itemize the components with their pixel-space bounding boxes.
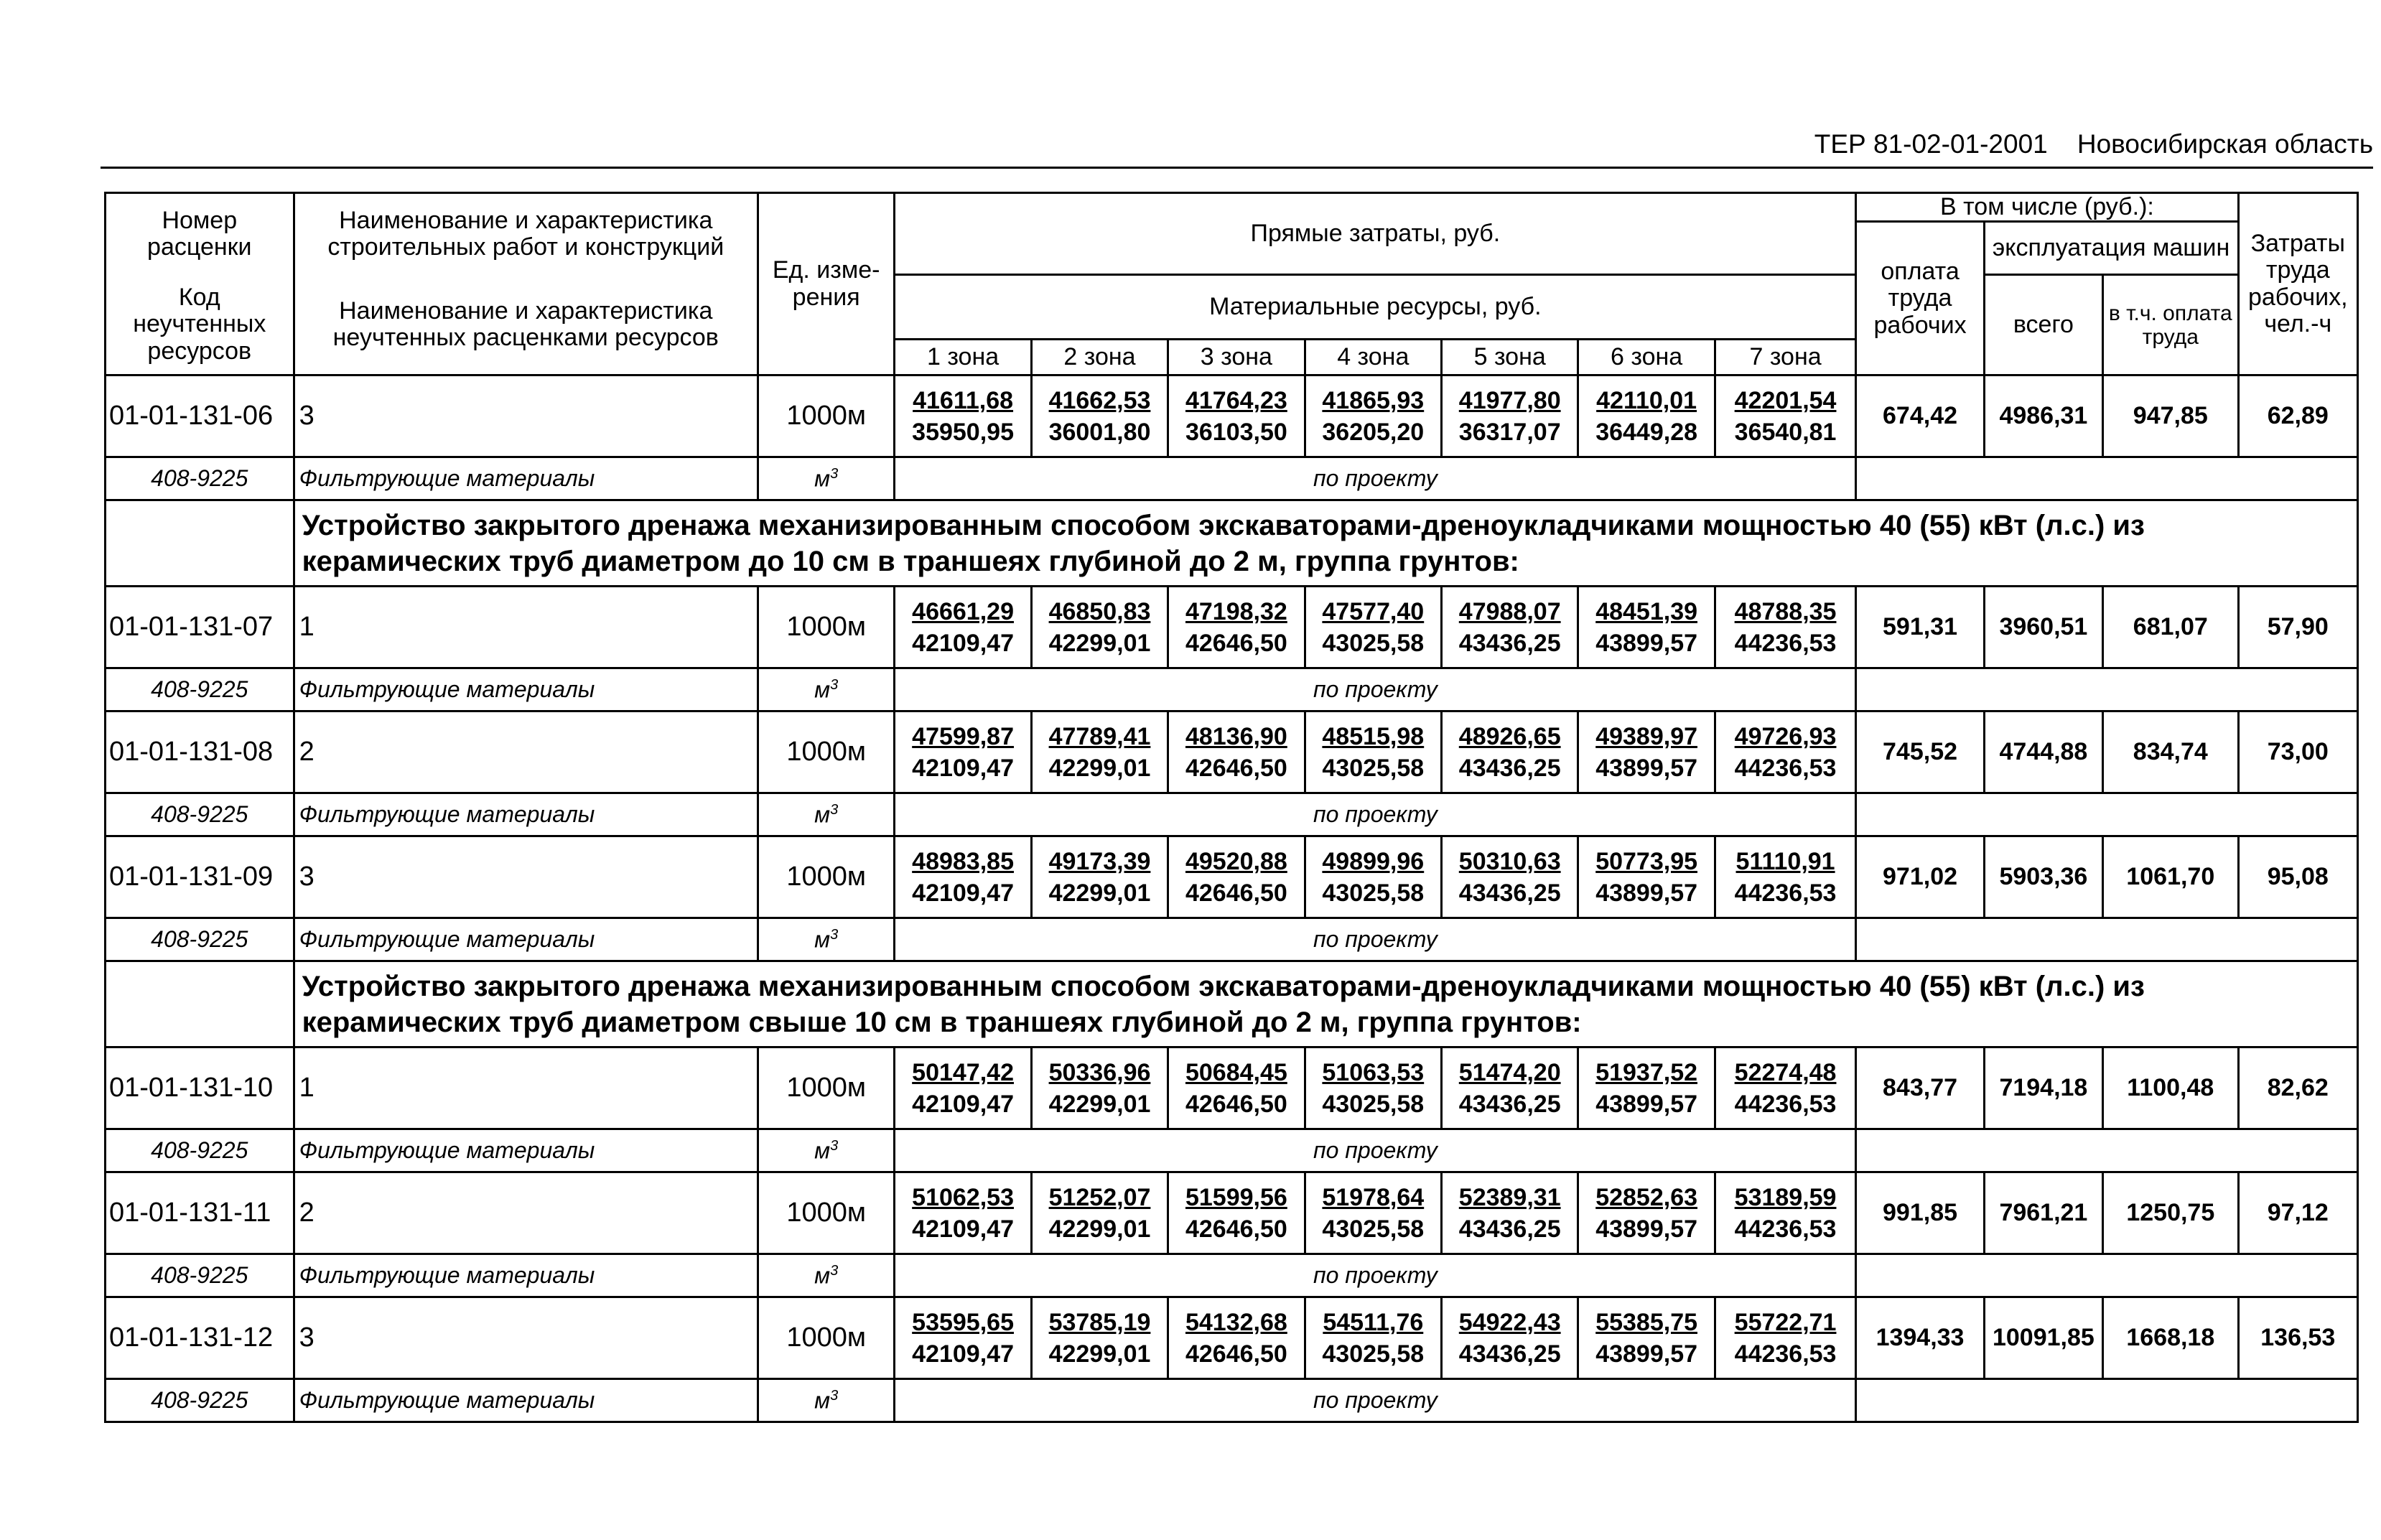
- direct-cost: 52852,63: [1595, 1183, 1698, 1211]
- machines-total: 4986,31: [1984, 375, 2102, 457]
- labor-cost: 991,85: [1856, 1172, 1984, 1254]
- resource-row: [106, 668, 2358, 711]
- resource-row: [106, 793, 2358, 836]
- machines-labor: 1061,70: [2103, 836, 2238, 918]
- zone-price-cell: [1031, 1172, 1168, 1254]
- zone-price-cell: [1305, 375, 1441, 457]
- zone-header: 6 зона: [1578, 340, 1715, 375]
- table-row: [106, 1297, 2358, 1379]
- zone-price-cell: [1442, 711, 1578, 793]
- table-row: [106, 1047, 2358, 1129]
- measure-unit: 1000м: [758, 1297, 894, 1379]
- zone-price-cell: [1305, 836, 1441, 918]
- labor-cost: 971,02: [1856, 836, 1984, 918]
- material-cost: 43436,25: [1458, 754, 1561, 782]
- direct-cost: 55385,75: [1595, 1308, 1698, 1336]
- direct-cost: 50310,63: [1458, 847, 1561, 875]
- zone-price-cell: [1578, 587, 1715, 668]
- direct-cost: 52274,48: [1734, 1058, 1837, 1086]
- price-table: [104, 192, 2359, 1423]
- material-cost: 42646,50: [1185, 629, 1287, 657]
- header-work-name: Наименование и характеристика строительных работ и конструкций: [294, 193, 758, 275]
- resource-note: по проекту: [895, 1254, 1856, 1297]
- section-blank-cell: [106, 961, 294, 1047]
- zone-price-cell: [1442, 1047, 1578, 1129]
- page-header: [101, 129, 2373, 171]
- direct-cost: 46661,29: [912, 597, 1014, 625]
- direct-cost: 42110,01: [1596, 386, 1697, 414]
- zone-price-cell: [1715, 1047, 1856, 1129]
- resource-unit: [758, 457, 894, 500]
- resource-row: [106, 1254, 2358, 1297]
- header-direct-costs: Прямые затраты, руб.: [895, 193, 1856, 275]
- material-cost: 42109,47: [912, 1090, 1014, 1118]
- resource-name: Фильтрующие материалы: [294, 1129, 758, 1172]
- resource-row: [106, 457, 2358, 500]
- direct-cost: 54511,76: [1323, 1308, 1424, 1336]
- zone-price-cell: [1578, 1172, 1715, 1254]
- table-row: [106, 1172, 2358, 1254]
- rate-code: 01-01-131-12: [106, 1297, 294, 1379]
- material-cost: 36001,80: [1048, 418, 1151, 446]
- material-cost: 43025,58: [1322, 879, 1425, 907]
- material-cost: 42646,50: [1185, 754, 1287, 782]
- labor-hours: 97,12: [2238, 1172, 2357, 1254]
- direct-cost: 47988,07: [1458, 597, 1561, 625]
- material-cost: 43025,58: [1322, 1215, 1425, 1243]
- zone-price-cell: [895, 836, 1031, 918]
- labor-hours: 62,89: [2238, 375, 2357, 457]
- zone-price-cell: [1715, 587, 1856, 668]
- zone-price-cell: [1168, 375, 1305, 457]
- measure-unit: 1000м: [758, 587, 894, 668]
- zone-price-cell: [1715, 1172, 1856, 1254]
- material-cost: 43899,57: [1595, 1215, 1698, 1243]
- resource-code: 408-9225: [106, 793, 294, 836]
- zone-price-cell: [1442, 375, 1578, 457]
- soil-group: 3: [294, 836, 758, 918]
- zone-price-cell: [1305, 587, 1441, 668]
- soil-group: 3: [294, 1297, 758, 1379]
- resource-unit: [758, 1379, 894, 1422]
- soil-group: 1: [294, 1047, 758, 1129]
- labor-hours: 95,08: [2238, 836, 2357, 918]
- zone-price-cell: [1578, 1047, 1715, 1129]
- labor-cost: 745,52: [1856, 711, 1984, 793]
- material-cost: 43025,58: [1322, 754, 1425, 782]
- doc-code: ТЕР 81-02-01-2001: [1814, 129, 2048, 159]
- header-labor-cost: оплата труда рабочих: [1856, 222, 1984, 375]
- zone-price-cell: [1031, 711, 1168, 793]
- direct-cost: 41764,23: [1185, 386, 1287, 414]
- measure-unit: 1000м: [758, 711, 894, 793]
- resource-unit-exp: 3: [830, 465, 839, 482]
- region-name: Новосибирская область: [2077, 129, 2373, 159]
- zone-price-cell: [1715, 1297, 1856, 1379]
- material-cost: 36317,07: [1458, 418, 1561, 446]
- measure-unit: 1000м: [758, 836, 894, 918]
- header-including: В том числе (руб.):: [1856, 193, 2238, 222]
- resource-note: по проекту: [895, 1379, 1856, 1422]
- resource-name: Фильтрующие материалы: [294, 668, 758, 711]
- material-cost: 42109,47: [912, 879, 1014, 907]
- zone-price-cell: [1031, 587, 1168, 668]
- direct-cost: 51474,20: [1458, 1058, 1561, 1086]
- direct-cost: 49173,39: [1048, 847, 1151, 875]
- direct-cost: 47198,32: [1185, 597, 1287, 625]
- resource-row: [106, 918, 2358, 961]
- direct-cost: 51110,91: [1735, 847, 1835, 875]
- material-cost: 42109,47: [912, 1215, 1014, 1243]
- resource-unit: [758, 918, 894, 961]
- zone-price-cell: [895, 587, 1031, 668]
- resource-name: Фильтрующие материалы: [294, 918, 758, 961]
- direct-cost: 54132,68: [1185, 1308, 1287, 1336]
- resource-row: [106, 1379, 2358, 1422]
- zone-price-cell: [1715, 836, 1856, 918]
- resource-note: по проекту: [895, 457, 1856, 500]
- resource-note: по проекту: [895, 668, 1856, 711]
- direct-cost: 41662,53: [1048, 386, 1151, 414]
- rate-code: 01-01-131-10: [106, 1047, 294, 1129]
- zone-price-cell: [1031, 1047, 1168, 1129]
- labor-hours: 82,62: [2238, 1047, 2357, 1129]
- material-cost: 44236,53: [1734, 879, 1837, 907]
- direct-cost: 48788,35: [1734, 597, 1837, 625]
- zone-price-cell: [1168, 836, 1305, 918]
- measure-unit: 1000м: [758, 375, 894, 457]
- table-row: [106, 587, 2358, 668]
- labor-hours: 73,00: [2238, 711, 2357, 793]
- resource-unit: [758, 668, 894, 711]
- direct-cost: 41611,68: [913, 386, 1014, 414]
- labor-cost: 1394,33: [1856, 1297, 1984, 1379]
- zone-price-cell: [1168, 1297, 1305, 1379]
- header-machines-labor: в т.ч. оплата труда: [2103, 275, 2238, 375]
- resource-unit-base: м: [814, 1262, 831, 1289]
- direct-cost: 47789,41: [1048, 722, 1151, 750]
- zone-price-cell: [1031, 836, 1168, 918]
- direct-cost: 52389,31: [1458, 1183, 1561, 1211]
- material-cost: 42299,01: [1048, 1090, 1151, 1118]
- material-cost: 36449,28: [1595, 418, 1698, 446]
- material-cost: 36103,50: [1185, 418, 1287, 446]
- resource-blank-cell: [1856, 793, 2358, 836]
- resource-code: 408-9225: [106, 457, 294, 500]
- material-cost: 36540,81: [1734, 418, 1837, 446]
- machines-labor: 1100,48: [2103, 1047, 2238, 1129]
- resource-blank-cell: [1856, 1129, 2358, 1172]
- zone-price-cell: [1305, 1172, 1441, 1254]
- section-blank-cell: [106, 500, 294, 587]
- direct-cost: 42201,54: [1734, 386, 1837, 414]
- header-rule: [101, 167, 2373, 169]
- direct-cost: 54922,43: [1458, 1308, 1561, 1336]
- header-labor-hours: Затраты труда рабочих, чел.-ч: [2238, 193, 2357, 375]
- direct-cost: 48136,90: [1185, 722, 1287, 750]
- material-cost: 35950,95: [912, 418, 1014, 446]
- labor-cost: 843,77: [1856, 1047, 1984, 1129]
- material-cost: 42109,47: [912, 1340, 1014, 1368]
- direct-cost: 50684,45: [1185, 1058, 1287, 1086]
- direct-cost: 48515,98: [1322, 722, 1425, 750]
- zone-price-cell: [1305, 1047, 1441, 1129]
- material-cost: 44236,53: [1734, 1340, 1837, 1368]
- resource-code: 408-9225: [106, 668, 294, 711]
- material-cost: 42299,01: [1048, 879, 1151, 907]
- material-cost: 44236,53: [1734, 1215, 1837, 1243]
- material-cost: 44236,53: [1734, 754, 1837, 782]
- zone-price-cell: [895, 1047, 1031, 1129]
- zone-price-cell: [1305, 1297, 1441, 1379]
- direct-cost: 53785,19: [1048, 1308, 1151, 1336]
- direct-cost: 48983,85: [912, 847, 1014, 875]
- direct-cost: 50336,96: [1048, 1058, 1151, 1086]
- zone-price-cell: [1168, 1047, 1305, 1129]
- machines-labor: 1250,75: [2103, 1172, 2238, 1254]
- rate-code: 01-01-131-06: [106, 375, 294, 457]
- material-cost: 43436,25: [1458, 879, 1561, 907]
- resource-unit-base: м: [814, 1137, 831, 1164]
- resource-unit: [758, 1254, 894, 1297]
- material-cost: 44236,53: [1734, 1090, 1837, 1118]
- rate-code: 01-01-131-08: [106, 711, 294, 793]
- soil-group: 1: [294, 587, 758, 668]
- material-cost: 43436,25: [1458, 629, 1561, 657]
- header-machines-total: всего: [1984, 275, 2102, 375]
- soil-group: 2: [294, 711, 758, 793]
- zone-price-cell: [1715, 375, 1856, 457]
- direct-cost: 49520,88: [1185, 847, 1287, 875]
- zone-price-cell: [1442, 587, 1578, 668]
- resource-unit-base: м: [814, 465, 831, 492]
- direct-cost: 50773,95: [1595, 847, 1698, 875]
- labor-cost: 591,31: [1856, 587, 1984, 668]
- section-title-row: [106, 500, 2358, 587]
- header-rate-number: Номер расценки: [106, 193, 294, 275]
- machines-labor: 947,85: [2103, 375, 2238, 457]
- direct-cost: 47599,87: [912, 722, 1014, 750]
- zone-header: 7 зона: [1715, 340, 1856, 375]
- resource-note: по проекту: [895, 1129, 1856, 1172]
- resource-unit-exp: 3: [830, 926, 839, 943]
- header-unit: Ед. изме-рения: [758, 193, 894, 375]
- zone-header: 5 зона: [1442, 340, 1578, 375]
- resource-unit-base: м: [814, 926, 831, 953]
- resource-code: 408-9225: [106, 1129, 294, 1172]
- resource-unit: [758, 1129, 894, 1172]
- direct-cost: 41977,80: [1458, 386, 1561, 414]
- material-cost: 43899,57: [1595, 1340, 1698, 1368]
- zone-price-cell: [1442, 836, 1578, 918]
- soil-group: 2: [294, 1172, 758, 1254]
- zone-price-cell: [895, 1297, 1031, 1379]
- resource-blank-cell: [1856, 1379, 2358, 1422]
- machines-labor: 834,74: [2103, 711, 2238, 793]
- zone-price-cell: [1442, 1297, 1578, 1379]
- table-row: [106, 375, 2358, 457]
- zone-price-cell: [1168, 587, 1305, 668]
- soil-group: 3: [294, 375, 758, 457]
- zone-price-cell: [1715, 711, 1856, 793]
- resource-unit-base: м: [814, 1387, 831, 1414]
- material-cost: 43899,57: [1595, 629, 1698, 657]
- direct-cost: 53189,59: [1734, 1183, 1837, 1211]
- direct-cost: 50147,42: [912, 1058, 1014, 1086]
- resource-unit: [758, 793, 894, 836]
- measure-unit: 1000м: [758, 1047, 894, 1129]
- zone-price-cell: [1578, 375, 1715, 457]
- header-unaccounted-code: Код неучтенных ресурсов: [106, 275, 294, 375]
- material-cost: 43899,57: [1595, 879, 1698, 907]
- material-cost: 42109,47: [912, 754, 1014, 782]
- resource-unit-exp: 3: [830, 1262, 839, 1279]
- machines-total: 10091,85: [1984, 1297, 2102, 1379]
- section-title-row: [106, 961, 2358, 1047]
- zone-price-cell: [1168, 711, 1305, 793]
- resource-unit-exp: 3: [830, 676, 839, 693]
- rate-code: 01-01-131-09: [106, 836, 294, 918]
- zone-header: 4 зона: [1305, 340, 1441, 375]
- material-cost: 42299,01: [1048, 629, 1151, 657]
- labor-hours: 57,90: [2238, 587, 2357, 668]
- zone-price-cell: [1578, 836, 1715, 918]
- zone-header: 3 зона: [1168, 340, 1305, 375]
- resource-name: Фильтрующие материалы: [294, 1254, 758, 1297]
- material-cost: 42646,50: [1185, 1215, 1287, 1243]
- resource-unit-exp: 3: [830, 1137, 839, 1154]
- resource-blank-cell: [1856, 457, 2358, 500]
- machines-total: 7961,21: [1984, 1172, 2102, 1254]
- zone-header: 2 зона: [1031, 340, 1168, 375]
- material-cost: 42299,01: [1048, 1215, 1151, 1243]
- zone-price-cell: [1031, 375, 1168, 457]
- resource-note: по проекту: [895, 918, 1856, 961]
- zone-price-cell: [895, 375, 1031, 457]
- resource-name: Фильтрующие материалы: [294, 793, 758, 836]
- resource-note: по проекту: [895, 793, 1856, 836]
- material-cost: 43899,57: [1595, 1090, 1698, 1118]
- page-header-text: [1814, 129, 2373, 159]
- material-cost: 43025,58: [1322, 1340, 1425, 1368]
- material-cost: 43899,57: [1595, 754, 1698, 782]
- zone-price-cell: [1578, 711, 1715, 793]
- rate-code: 01-01-131-11: [106, 1172, 294, 1254]
- material-cost: 44236,53: [1734, 629, 1837, 657]
- material-cost: 42299,01: [1048, 1340, 1151, 1368]
- material-cost: 42646,50: [1185, 879, 1287, 907]
- resource-unit-exp: 3: [830, 801, 839, 818]
- resource-blank-cell: [1856, 918, 2358, 961]
- machines-labor: 1668,18: [2103, 1297, 2238, 1379]
- resource-blank-cell: [1856, 1254, 2358, 1297]
- zone-price-cell: [1305, 711, 1441, 793]
- labor-cost: 674,42: [1856, 375, 1984, 457]
- machines-labor: 681,07: [2103, 587, 2238, 668]
- direct-cost: 51252,07: [1048, 1183, 1151, 1211]
- material-cost: 36205,20: [1322, 418, 1425, 446]
- direct-cost: 49726,93: [1734, 722, 1837, 750]
- machines-total: 3960,51: [1984, 587, 2102, 668]
- resource-code: 408-9225: [106, 1379, 294, 1422]
- material-cost: 43436,25: [1458, 1340, 1561, 1368]
- zone-price-cell: [1578, 1297, 1715, 1379]
- resource-unit-base: м: [814, 801, 831, 828]
- section-title: Устройство закрытого дренажа механизированным способом экскаваторами-дреноукладчиками мощностью 40 (55) кВт (л.с.) из керамических труб диаметром до 10 см в траншеях глубиной до 2 м, группа грунтов:: [294, 500, 2357, 587]
- direct-cost: 53595,65: [912, 1308, 1014, 1336]
- material-cost: 42299,01: [1048, 754, 1151, 782]
- direct-cost: 49899,96: [1322, 847, 1425, 875]
- resource-row: [106, 1129, 2358, 1172]
- zone-price-cell: [1442, 1172, 1578, 1254]
- material-cost: 43436,25: [1458, 1215, 1561, 1243]
- direct-cost: 41865,93: [1322, 386, 1425, 414]
- material-cost: 42646,50: [1185, 1340, 1287, 1368]
- resource-blank-cell: [1856, 668, 2358, 711]
- machines-total: 7194,18: [1984, 1047, 2102, 1129]
- resource-name: Фильтрующие материалы: [294, 457, 758, 500]
- measure-unit: 1000м: [758, 1172, 894, 1254]
- header-machines: эксплуатация машин: [1984, 222, 2238, 275]
- direct-cost: 55722,71: [1734, 1308, 1837, 1336]
- machines-total: 5903,36: [1984, 836, 2102, 918]
- zone-price-cell: [895, 711, 1031, 793]
- direct-cost: 51599,56: [1185, 1183, 1287, 1211]
- labor-hours: 136,53: [2238, 1297, 2357, 1379]
- direct-cost: 48926,65: [1458, 722, 1561, 750]
- zone-header: 1 зона: [895, 340, 1031, 375]
- material-cost: 43436,25: [1458, 1090, 1561, 1118]
- zone-price-cell: [1031, 1297, 1168, 1379]
- material-cost: 43025,58: [1322, 1090, 1425, 1118]
- direct-cost: 47577,40: [1322, 597, 1425, 625]
- resource-name: Фильтрующие материалы: [294, 1379, 758, 1422]
- direct-cost: 51978,64: [1322, 1183, 1425, 1211]
- resource-unit-base: м: [814, 676, 831, 703]
- direct-cost: 49389,97: [1595, 722, 1698, 750]
- direct-cost: 51937,52: [1595, 1058, 1698, 1086]
- direct-cost: 48451,39: [1595, 597, 1698, 625]
- header-material-resources: Материальные ресурсы, руб.: [895, 275, 1856, 340]
- table-row: [106, 836, 2358, 918]
- material-cost: 42109,47: [912, 629, 1014, 657]
- direct-cost: 46850,83: [1048, 597, 1151, 625]
- rate-code: 01-01-131-07: [106, 587, 294, 668]
- direct-cost: 51063,53: [1322, 1058, 1425, 1086]
- table-row: [106, 711, 2358, 793]
- machines-total: 4744,88: [1984, 711, 2102, 793]
- resource-code: 408-9225: [106, 918, 294, 961]
- section-title: Устройство закрытого дренажа механизированным способом экскаваторами-дреноукладчиками мощностью 40 (55) кВт (л.с.) из керамических труб диаметром свыше 10 см в траншеях глубиной до 2 м, группа грунтов:: [294, 961, 2357, 1047]
- zone-price-cell: [1168, 1172, 1305, 1254]
- direct-cost: 51062,53: [912, 1183, 1014, 1211]
- resource-unit-exp: 3: [830, 1387, 839, 1404]
- header-unaccounted-name: Наименование и характеристика неучтенных расценками ресурсов: [294, 275, 758, 375]
- resource-code: 408-9225: [106, 1254, 294, 1297]
- zone-price-cell: [895, 1172, 1031, 1254]
- material-cost: 43025,58: [1322, 629, 1425, 657]
- material-cost: 42646,50: [1185, 1090, 1287, 1118]
